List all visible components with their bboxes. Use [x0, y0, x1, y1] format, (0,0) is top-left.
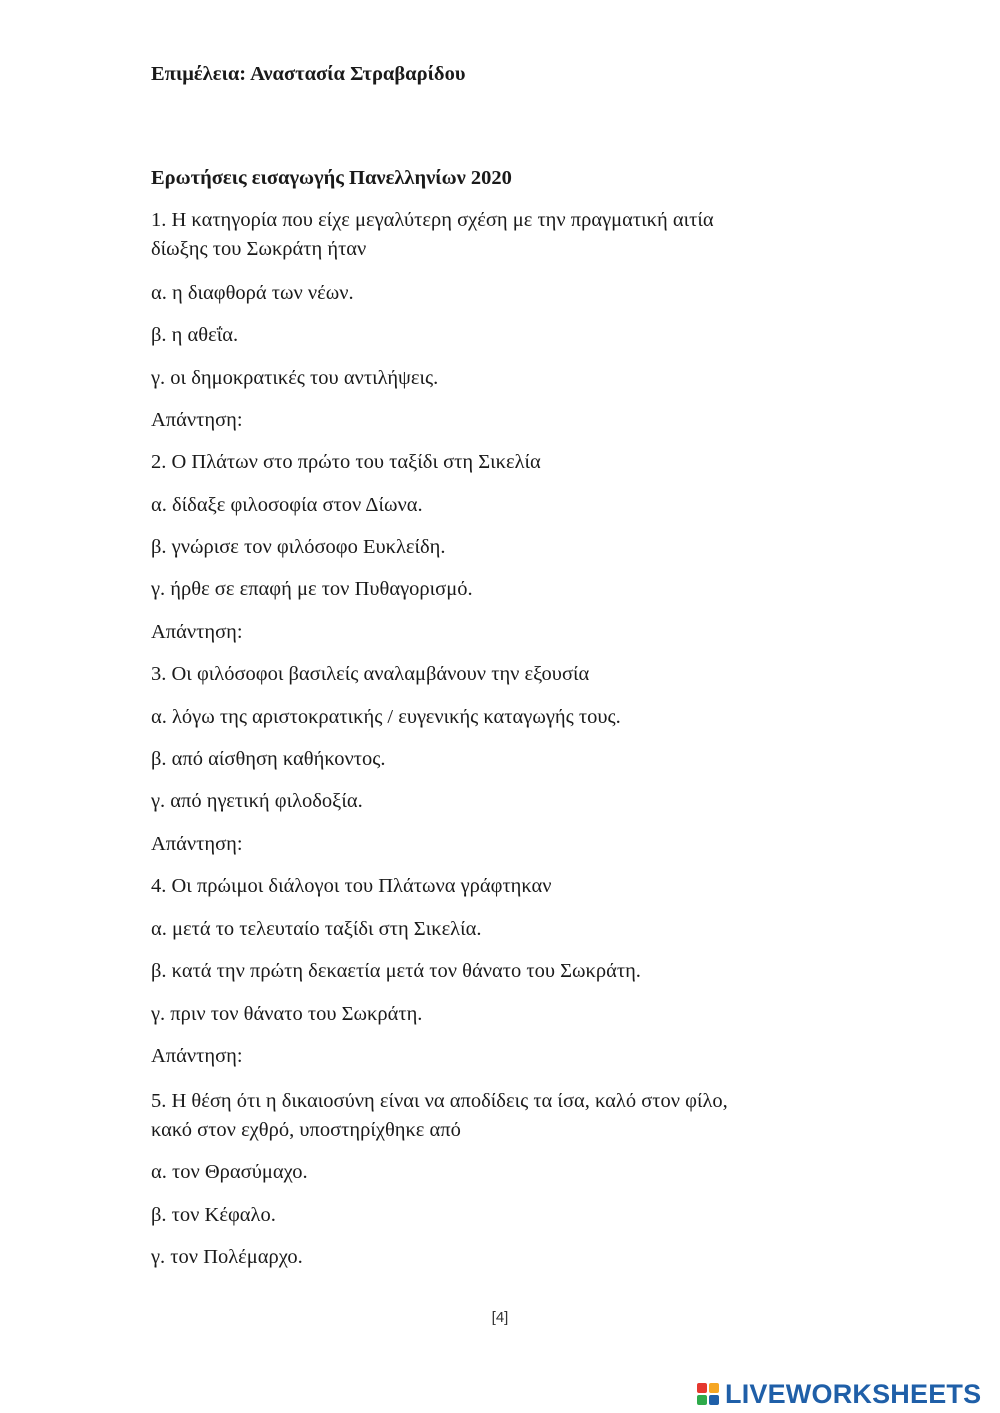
question-1-option-b: β. η αθεΐα.	[151, 324, 239, 346]
question-1-option-c: γ. οι δημοκρατικές του αντιλήψεις.	[151, 367, 439, 389]
question-5-stem-line-1: 5. Η θέση ότι η δικαιοσύνη είναι να αποδίδεις τα ίσα, καλό στον φίλο,	[151, 1090, 728, 1112]
question-3-option-c: γ. από ηγετική φιλοδοξία.	[151, 790, 363, 812]
question-2-stem: 2. Ο Πλάτων στο πρώτο του ταξίδι στη Σικελία	[151, 451, 541, 473]
page-number: [4]	[491, 1309, 509, 1326]
question-4-stem: 4. Οι πρώιμοι διάλογοι του Πλάτωνα γράφτηκαν	[151, 875, 552, 897]
question-5-option-b: β. τον Κέφαλο.	[151, 1204, 276, 1226]
question-1-option-a: α. η διαφθορά των νέων.	[151, 282, 354, 304]
question-4-answer-label: Απάντηση:	[151, 1045, 243, 1067]
question-4-option-b: β. κατά την πρώτη δεκαετία μετά τον θάνατο του Σωκράτη.	[151, 960, 641, 982]
logo-mark-icon	[697, 1383, 719, 1405]
question-5-stem-line-2: κακό στον εχθρό, υποστηρίχθηκε από	[151, 1119, 461, 1141]
question-4-option-c: γ. πριν τον θάνατο του Σωκράτη.	[151, 1003, 423, 1025]
logo-mark-square-1	[697, 1383, 707, 1393]
question-1-answer-label: Απάντηση:	[151, 409, 243, 431]
question-3-stem: 3. Οι φιλόσοφοι βασιλείς αναλαμβάνουν την εξουσία	[151, 663, 590, 685]
question-1-stem-line-2: δίωξης του Σωκράτη ήταν	[151, 238, 367, 260]
question-1-stem-line-1: 1. Η κατηγορία που είχε μεγαλύτερη σχέση με την πραγματική αιτία	[151, 209, 714, 231]
question-3-answer-label: Απάντηση:	[151, 833, 243, 855]
question-2-option-a: α. δίδαξε φιλοσοφία στον Δίωνα.	[151, 494, 423, 516]
logo-mark-square-2	[709, 1383, 719, 1393]
editor-line: Επιμέλεια: Αναστασία Στραβαρίδου	[151, 63, 466, 85]
question-5-option-a: α. τον Θρασύμαχο.	[151, 1161, 308, 1183]
liveworksheets-logo	[697, 1378, 981, 1410]
logo-text: LIVEWORKSHEETS	[725, 1378, 982, 1409]
question-5-option-c: γ. τον Πολέμαρχο.	[151, 1246, 303, 1268]
section-title: Ερωτήσεις εισαγωγής Πανελληνίων 2020	[151, 167, 512, 189]
question-2-option-b: β. γνώρισε τον φιλόσοφο Ευκλείδη.	[151, 536, 446, 558]
question-3-option-a: α. λόγω της αριστοκρατικής / ευγενικής καταγωγής τους.	[151, 706, 621, 728]
question-3-option-b: β. από αίσθηση καθήκοντος.	[151, 748, 386, 770]
logo-mark-square-4	[709, 1395, 719, 1405]
logo-mark-square-3	[697, 1395, 707, 1405]
question-4-option-a: α. μετά το τελευταίο ταξίδι στη Σικελία.	[151, 918, 482, 940]
question-2-answer-label: Απάντηση:	[151, 621, 243, 643]
question-2-option-c: γ. ήρθε σε επαφή με τον Πυθαγορισμό.	[151, 578, 473, 600]
